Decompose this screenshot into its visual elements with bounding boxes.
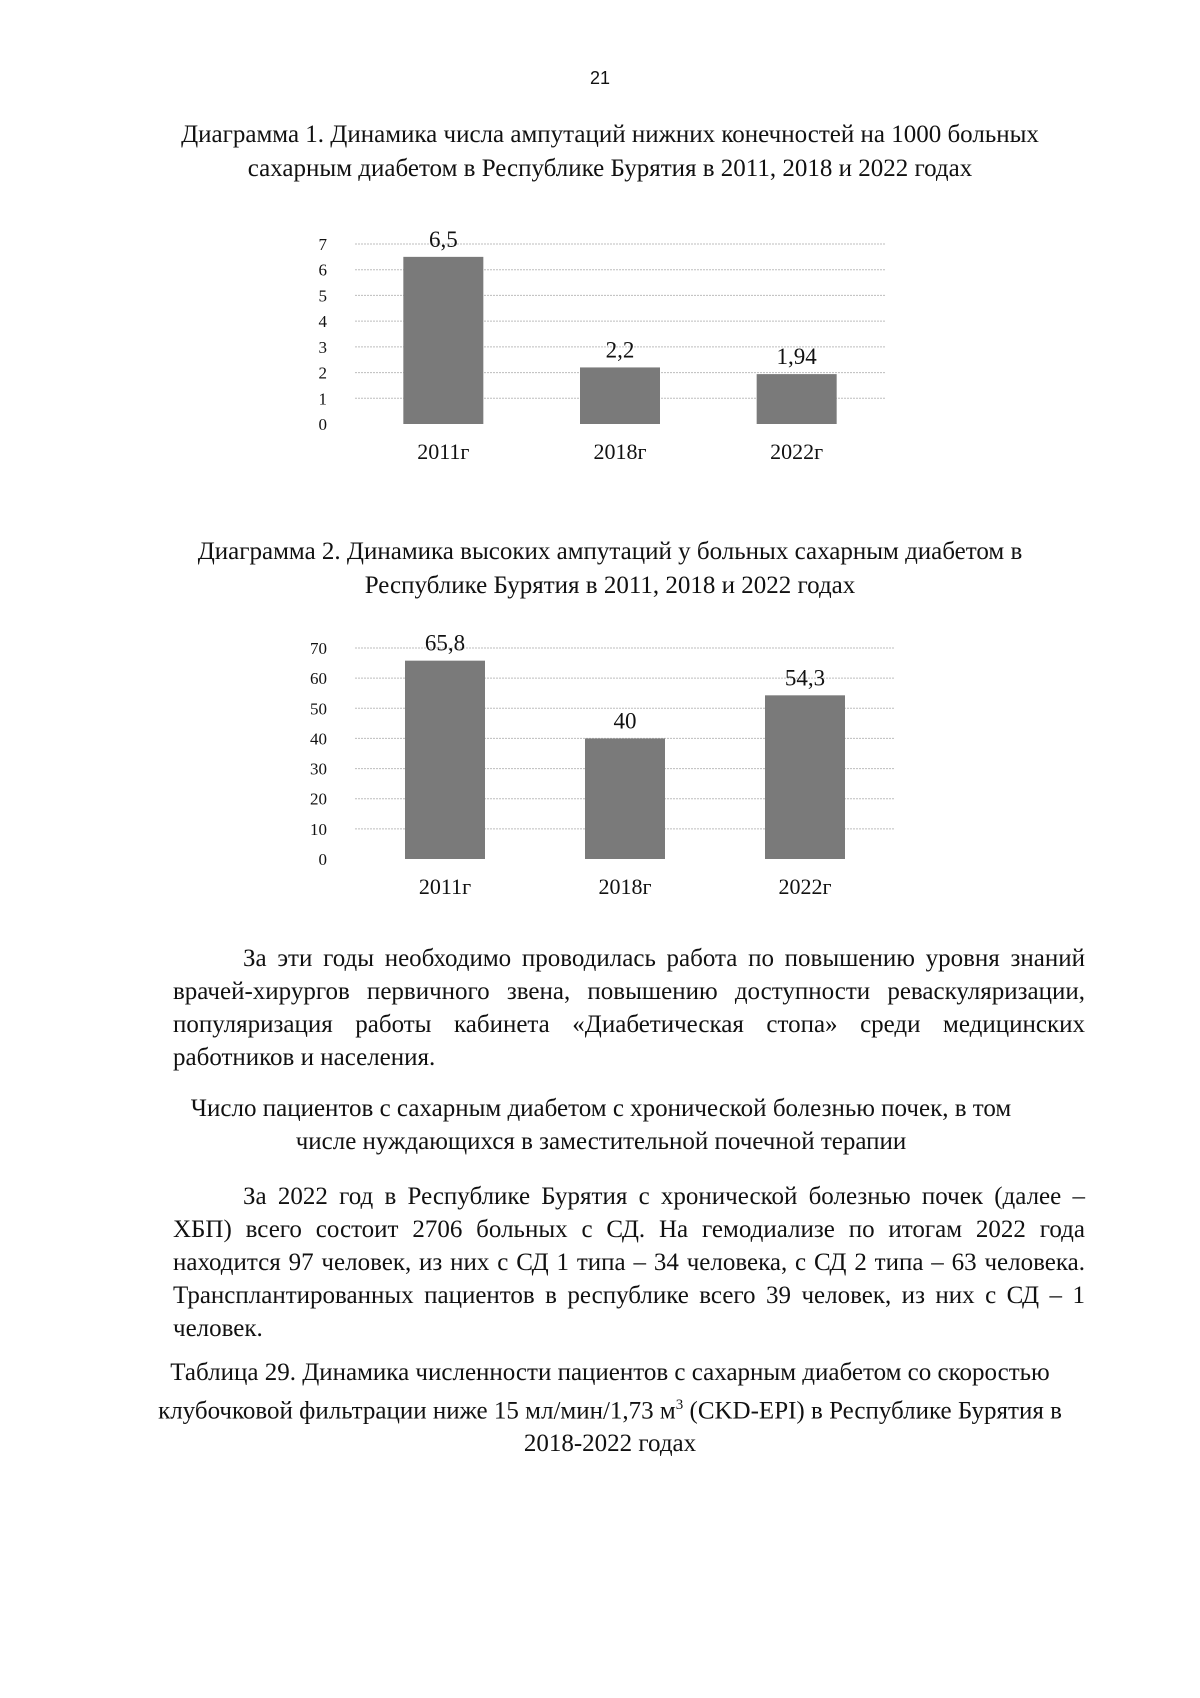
chart1-ytick-label: 7 [318, 235, 327, 254]
chart2-category-label: 2011г [418, 874, 472, 899]
chart1-value-label: 6,5 [428, 226, 458, 252]
chart1-value-label: 2,2 [605, 337, 635, 363]
chart1-category-label: 2011г [417, 439, 470, 464]
chart1-bar [580, 367, 660, 424]
chart2-ytick-label: 10 [310, 819, 327, 839]
table-caption-sup: 3 [675, 1397, 684, 1413]
chart2-ytick-label: 60 [310, 669, 327, 689]
chart1-bar [757, 374, 837, 424]
chart1-category-label: 2022г [770, 439, 824, 464]
chart1-ytick-label: 4 [318, 312, 327, 332]
chart2-ytick-label: 30 [310, 759, 327, 779]
chart2-high-amputations [0, 628, 1200, 918]
table-caption-text: Таблица 29. Динамика численности пациентов с сахарным диабетом со скоростью клубочковой фильтрации ниже 15 мл/мин/1,73 м [158, 1359, 1050, 1425]
chart1-value-label: 1,94 [776, 344, 817, 370]
paragraph-ckd-stats: За 2022 год в Республике Бурятия с хронической болезнью почек (далее – ХБП) всего состоит 2706 больных с СД. На гемодиализе по итогам 2022 года находится 97 человек, из них с СД 1 типа – 34 человека, с СД 2 типа – 63 человека. Трансплантированных пациентов в республике всего 39 человек, из них с СД – 1 человек. [173, 1183, 1085, 1342]
chart1-bar [403, 257, 483, 424]
chart1-caption: Диаграмма 1. Динамика числа ампутаций нижних конечностей на 1000 больных сахарным диабетом в Республике Бурятия в 2011, 2018 и 2022 годах [181, 121, 1039, 182]
chart2-ytick-label: 0 [318, 850, 327, 869]
table-caption-text-end: (CKD-EPI) в Республике Бурятия в 2018-2022 годах [523, 1397, 1062, 1458]
chart2-ytick-label: 70 [310, 639, 327, 658]
chart1-ytick-label: 5 [318, 286, 327, 306]
page-number: 21 [589, 68, 611, 88]
chart1-ytick-label: 1 [318, 389, 327, 409]
chart1-ytick-label: 2 [318, 363, 327, 383]
chart2-ytick-label: 50 [310, 699, 327, 719]
chart2-ytick-label: 40 [310, 729, 327, 749]
chart1-amputations-per-1000 [0, 228, 1200, 478]
paragraph-work-done: За эти годы необходимо проводилась работа по повышению уровня знаний врачей-хирургов первичного звена, повышению доступности реваскуляризации, популяризация работы кабинета «Диабетическая стопа» среди медицинских работников и населения. [173, 945, 1085, 1071]
chart2-bar [585, 738, 665, 859]
section-heading: Число пациентов с сахарным диабетом с хронической болезнью почек, в том числе нуждающихся в заместительной почечной терапии [190, 1095, 1012, 1155]
chart1-ytick-label: 6 [318, 260, 327, 280]
chart2-value-label: 40 [613, 708, 637, 734]
chart2-caption: Диаграмма 2. Динамика высоких ампутаций у больных сахарным диабетом в Республике Бурятия в 2011, 2018 и 2022 годах [197, 538, 1023, 599]
chart1-category-label: 2018г [593, 439, 647, 464]
chart2-value-label: 65,8 [424, 630, 466, 656]
chart2-value-label: 54,3 [784, 665, 826, 691]
table-caption [150, 1356, 1070, 1460]
chart1-ytick-label: 3 [318, 337, 327, 357]
chart2-ytick-label: 20 [310, 789, 327, 809]
chart2-category-label: 2022г [778, 874, 832, 899]
chart2-bar [765, 695, 845, 859]
chart2-category-label: 2018г [598, 874, 652, 899]
chart2-bar [405, 661, 485, 859]
chart1-ytick-label: 0 [318, 415, 327, 434]
